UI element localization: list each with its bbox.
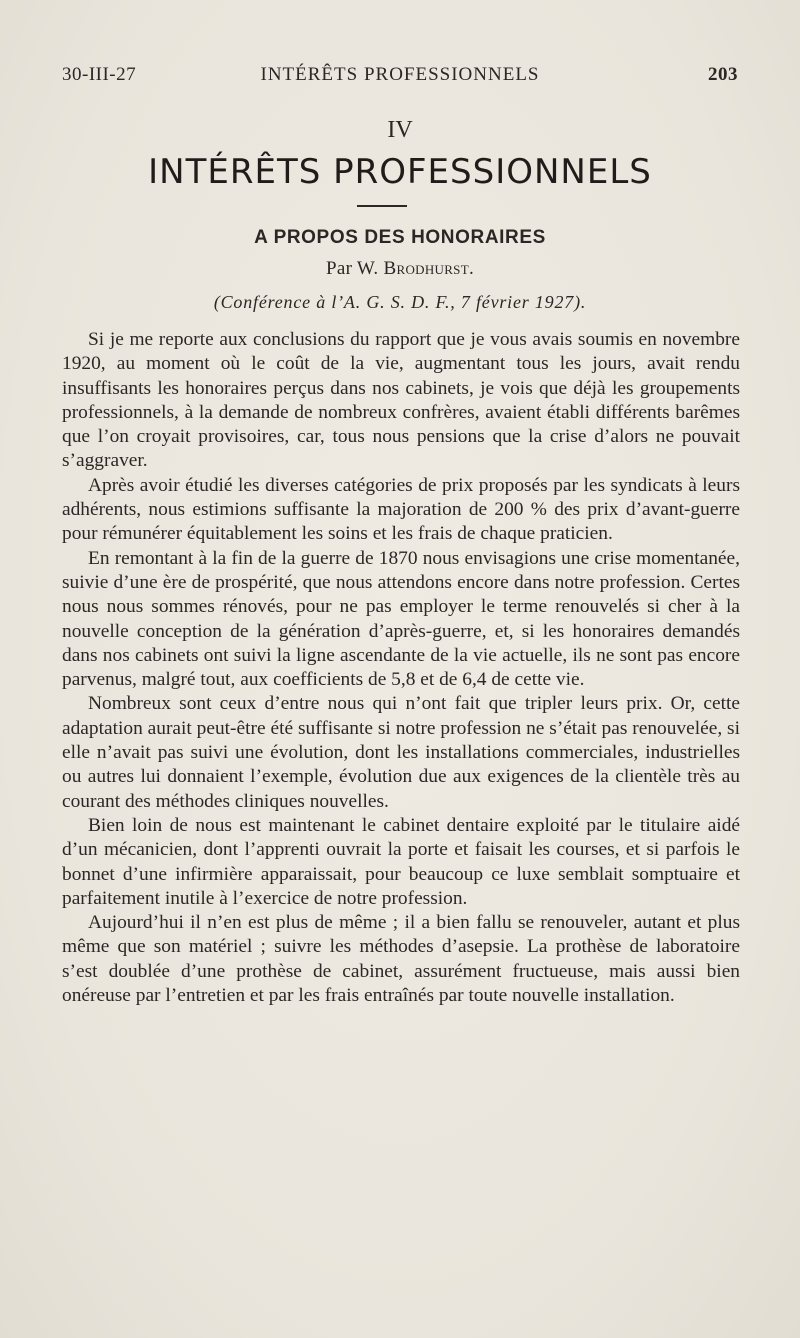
page-number: 203 [708,64,738,85]
article-body [62,328,740,1008]
title-divider [357,205,407,207]
section-title: INTÉRÊTS PROFESSIONNELS [148,152,652,192]
byline-prefix: Par W. [325,258,379,279]
running-head [62,64,738,88]
paragraph-6: Aujourd’hui il n’en est plus de même ; il a bien fallu se renouveler, autant et plus même que son matériel ; suivre les méthodes d’asepsie. La prothèse de laboratoire s’est doublée d’une prothèse de cabinet, assurément fructueuse, mais aussi bien onéreuse par l’entretien et par les frais entraînés par toute nouvelle installation. [62,912,740,1007]
running-head-title: INTÉRÊTS PROFESSIONNELS [260,64,540,85]
paragraph-4: Nombreux sont ceux d’entre nous qui n’ont fait que tripler leurs prix. Or, cette adaptation aurait peut-être été suffisante si notre profession ne s’était pas renouvelée, si elle n’avait pas suivi une évolution, dont les installations commerciales, industrielles ou autres lui donnaient l’exemple, évolution due aux exigences de la clientèle très au courant des méthodes cliniques nouvelles. [62,693,740,812]
byline-author: Brodhurst. [383,258,475,279]
article-title: A PROPOS DES HONORAIRES [254,227,546,248]
conference-reference: (Conférence à l’A. G. S. D. F., 7 février 1927). [213,292,587,312]
byline [0,258,800,280]
paragraph-3: En remontant à la fin de la guerre de 1870 nous envisagions une crise momentanée, suivie d’une ère de prospérité, que nous attendons encore dans notre profession. Certes nous nous sommes rénovés, pour ne pas employer le terme renouvelés si cher à la nouvelle conception de la génération d’après-guerre, et, si les honoraires demandés dans nos cabinets ont suivi la ligne ascendante de la vie actuelle, ils ne sont pas encore parvenus, malgré tout, aux coefficients de 5,8 et de 6,4 de cette vie. [62,547,740,691]
paragraph-1: Si je me reporte aux conclusions du rapport que je vous avais soumis en novembre 1920, au moment où le coût de la vie, augmentant tous les jours, avait rendu insuffisants les honoraires perçus dans nos cabinets, je vois que déjà les groupements professionnels, à la demande de nombreux confrères, avaient établi différents barêmes que l’on croyait provisoires, car, tous nous pensions que la crise d’alors ne pouvait s’aggraver. [62,329,740,472]
running-head-date: 30-III-27 [62,64,137,85]
section-number: IV [387,117,413,143]
paragraph-2: Après avoir étudié les diverses catégories de prix proposés par les syndicats à leurs adhérents, nous estimions suffisante la majoration de 200 % des prix d’avant-guerre pour rémunérer équitablement les soins et les frais de chaque praticien. [62,474,740,545]
paragraph-5: Bien loin de nous est maintenant le cabinet dentaire exploité par le titulaire aidé d’un mécanicien, dont l’apprenti ouvrait la porte et faisait les courses, et si parfois le bonnet d’une infirmière apparaissait, pour beaucoup ce luxe semblait somptuaire et parfaitement inutile à l’exercice de notre profession. [62,814,740,909]
